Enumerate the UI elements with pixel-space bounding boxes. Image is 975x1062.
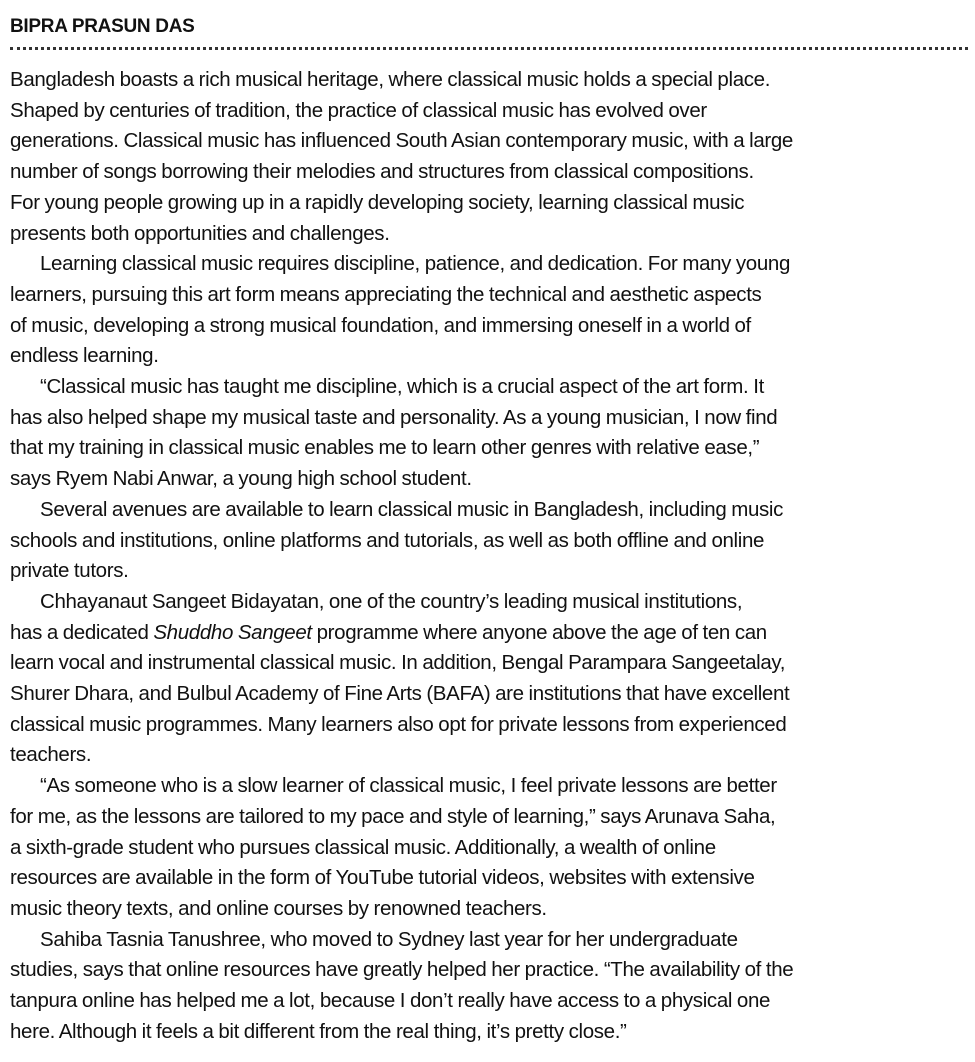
text-run: Shurer Dhara, and Bulbul Academy of Fine Arts (BAFA) are institutions that have excellent [10, 682, 790, 706]
text-run: has a dedicated [10, 620, 154, 644]
text-line [10, 833, 968, 864]
text-line [10, 648, 968, 679]
paragraph [10, 495, 968, 587]
author-byline: BIPRA PRASUN DAS [10, 16, 195, 37]
text-line [10, 679, 968, 710]
text-run: learn vocal and instrumental classical music. In addition, Bengal Parampara Sangeetalay, [10, 651, 786, 675]
text-line [10, 96, 968, 127]
text-run: generations. Classical music has influenced South Asian contemporary music, with a large [10, 129, 793, 153]
paragraph [10, 372, 968, 495]
text-line [10, 955, 968, 986]
text-line [10, 894, 968, 925]
text-run: programme where anyone above the age of ten can [311, 620, 767, 644]
text-run: says Ryem Nabi Anwar, a young high school student. [10, 467, 472, 491]
text-line [10, 188, 968, 219]
text-run: learners, pursuing this art form means appreciating the technical and aesthetic aspects [10, 282, 762, 306]
text-run: has also helped shape my musical taste and personality. As a young musician, I now find [10, 405, 778, 429]
text-line [10, 802, 968, 833]
text-run: classical music programmes. Many learners also opt for private lessons from experienced [10, 712, 787, 736]
text-run: Chhayanaut Sangeet Bidayatan, one of the country’s leading musical institutions, [40, 589, 743, 613]
article [10, 14, 968, 1048]
text-line [10, 311, 968, 342]
text-run: Learning classical music requires discipline, patience, and dedication. For many young [40, 252, 791, 276]
paragraph [10, 771, 968, 925]
text-run: Several avenues are available to learn classical music in Bangladesh, including music [40, 497, 784, 521]
text-line [10, 740, 968, 771]
text-run: schools and institutions, online platforms and tutorials, as well as both offline and online [10, 528, 765, 552]
paragraph [10, 925, 968, 1048]
text-run: Sahiba Tasnia Tanushree, who moved to Sydney last year for her undergraduate [40, 927, 738, 951]
text-line [10, 1017, 968, 1048]
text-run: for me, as the lessons are tailored to my pace and style of learning,” says Arunava Saha, [10, 804, 776, 828]
text-line [10, 863, 968, 894]
text-line [10, 65, 968, 96]
text-run: of music, developing a strong musical foundation, and immersing oneself in a world of [10, 313, 751, 337]
text-line [10, 249, 968, 280]
text-line [10, 341, 968, 372]
text-line [10, 126, 968, 157]
text-line [10, 710, 968, 741]
text-run: For young people growing up in a rapidly developing society, learning classical music [10, 190, 745, 214]
text-line [10, 464, 968, 495]
text-run: teachers. [10, 743, 92, 767]
text-run: here. Although it feels a bit different from the real thing, it’s pretty close.” [10, 1019, 627, 1043]
text-line [10, 986, 968, 1017]
text-run: private tutors. [10, 559, 129, 583]
text-line [10, 556, 968, 587]
text-line [10, 618, 968, 649]
text-run: number of songs borrowing their melodies and structures from classical compositions. [10, 160, 754, 184]
programme-title: Shuddho Sangeet [153, 620, 312, 644]
text-run: that my training in classical music enables me to learn other genres with relative ease,” [10, 436, 760, 460]
dotted-divider [10, 47, 968, 50]
text-run: endless learning. [10, 344, 159, 368]
text-run: studies, says that online resources have greatly helped her practice. “The availability of the [10, 958, 794, 982]
text-run: Shaped by centuries of tradition, the practice of classical music has evolved over [10, 98, 707, 122]
text-line [10, 219, 968, 250]
text-line [10, 433, 968, 464]
text-line [10, 403, 968, 434]
text-line [10, 280, 968, 311]
paragraph [10, 65, 968, 249]
text-line [10, 526, 968, 557]
text-line [10, 587, 968, 618]
text-run: music theory texts, and online courses by renowned teachers. [10, 896, 547, 920]
text-line [10, 771, 968, 802]
article-body [10, 65, 968, 1048]
text-run: tanpura online has helped me a lot, because I don’t really have access to a physical one [10, 989, 771, 1013]
text-run: Bangladesh boasts a rich musical heritage, where classical music holds a special place. [10, 68, 771, 91]
text-run: “Classical music has taught me discipline, which is a crucial aspect of the art form. It [40, 375, 764, 399]
text-run: “As someone who is a slow learner of classical music, I feel private lessons are better [40, 774, 777, 798]
text-line [10, 157, 968, 188]
text-run: presents both opportunities and challenges. [10, 221, 390, 245]
text-run: resources are available in the form of YouTube tutorial videos, websites with extensive [10, 866, 755, 890]
paragraph [10, 249, 968, 372]
text-line [10, 372, 968, 403]
paragraph [10, 587, 968, 771]
text-line [10, 925, 968, 956]
text-run: a sixth-grade student who pursues classical music. Additionally, a wealth of online [10, 835, 716, 859]
text-line [10, 495, 968, 526]
